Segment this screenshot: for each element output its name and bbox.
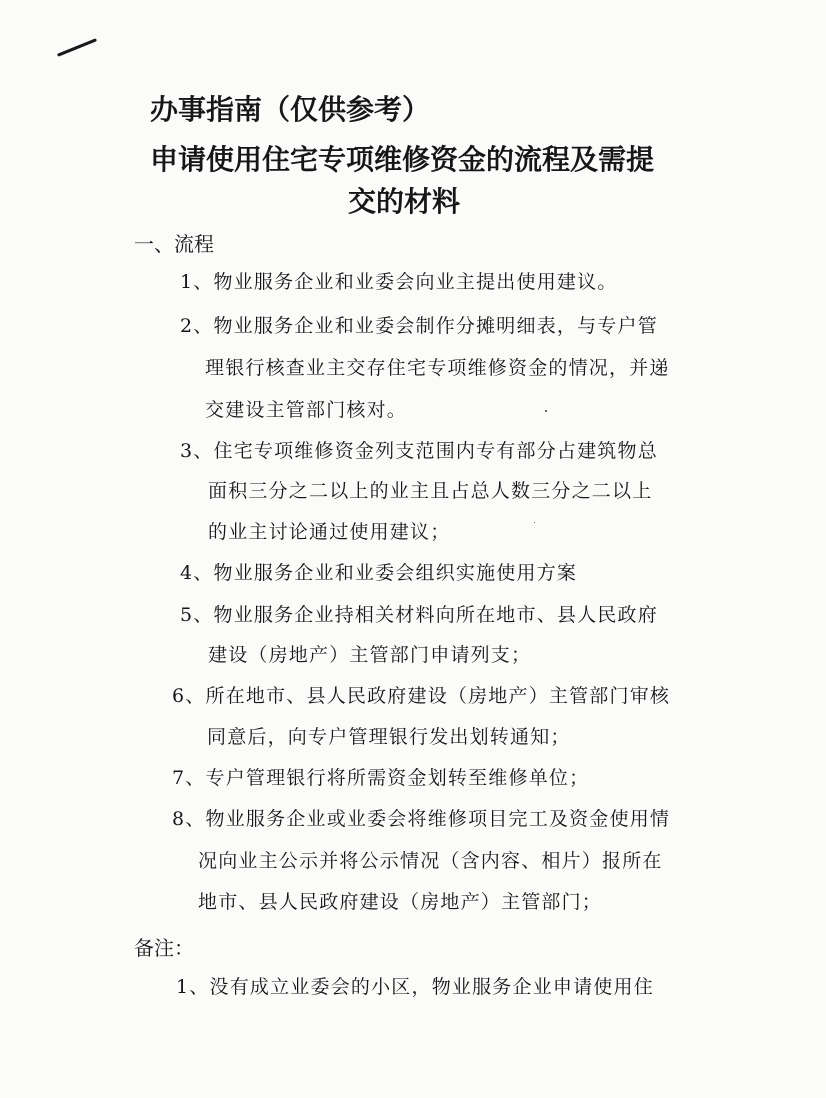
process-step-5-line-2: 建设（房地产）主管部门申请列支；	[208, 644, 532, 666]
doc-title-line-3: 交的材料	[348, 185, 461, 218]
process-step-8-line-2: 况向业主公示并将公示情况（含内容、相片）报所在	[198, 850, 663, 872]
remarks-heading: 备注：	[134, 936, 194, 960]
process-step-7-line-1: 7、专户管理银行将所需资金划转至维修单位；	[172, 767, 590, 789]
process-step-4-line-1: 4、物业服务企业和业委会组织实施使用方案	[180, 562, 578, 584]
section-heading-process: 一、流程	[134, 232, 214, 256]
scan-speck	[545, 410, 547, 412]
process-step-2-line-1: 2、物业服务企业和业委会制作分摊明细表，与专户管	[180, 315, 658, 337]
remark-1-line-1: 1、没有成立业委会的小区，物业服务企业申请使用住	[176, 976, 654, 998]
process-step-3-line-2: 面积三分之二以上的业主且占总人数三分之二以上	[208, 480, 653, 502]
process-step-5-line-1: 5、物业服务企业持相关材料向所在地市、县人民政府	[180, 604, 658, 626]
doc-title-line-1: 办事指南（仅供参考）	[150, 93, 431, 126]
process-step-8-line-3: 地市、县人民政府建设（房地产）主管部门；	[198, 891, 603, 913]
process-step-8-line-1: 8、物业服务企业或业委会将维修项目完工及资金使用情	[172, 808, 671, 830]
scan-pen-mark	[57, 38, 97, 57]
process-step-2-line-2: 理银行核查业主交存住宅专项维修资金的情况，并递	[205, 357, 670, 379]
scan-speck	[534, 522, 535, 523]
process-step-1-line-1: 1、物业服务企业和业委会向业主提出使用建议。	[180, 271, 618, 293]
process-step-3-line-1: 3、住宅专项维修资金列支范围内专有部分占建筑物总	[180, 440, 658, 462]
process-step-6-line-1: 6、所在地市、县人民政府建设（房地产）主管部门审核	[172, 685, 671, 707]
doc-title-line-2: 申请使用住宅专项维修资金的流程及需提	[150, 143, 655, 176]
process-step-6-line-2: 同意后，向专户管理银行发出划转通知；	[207, 726, 571, 748]
process-step-2-line-3: 交建设主管部门核对。	[205, 399, 408, 421]
process-step-3-line-3: 的业主讨论通过使用建议；	[208, 521, 451, 543]
